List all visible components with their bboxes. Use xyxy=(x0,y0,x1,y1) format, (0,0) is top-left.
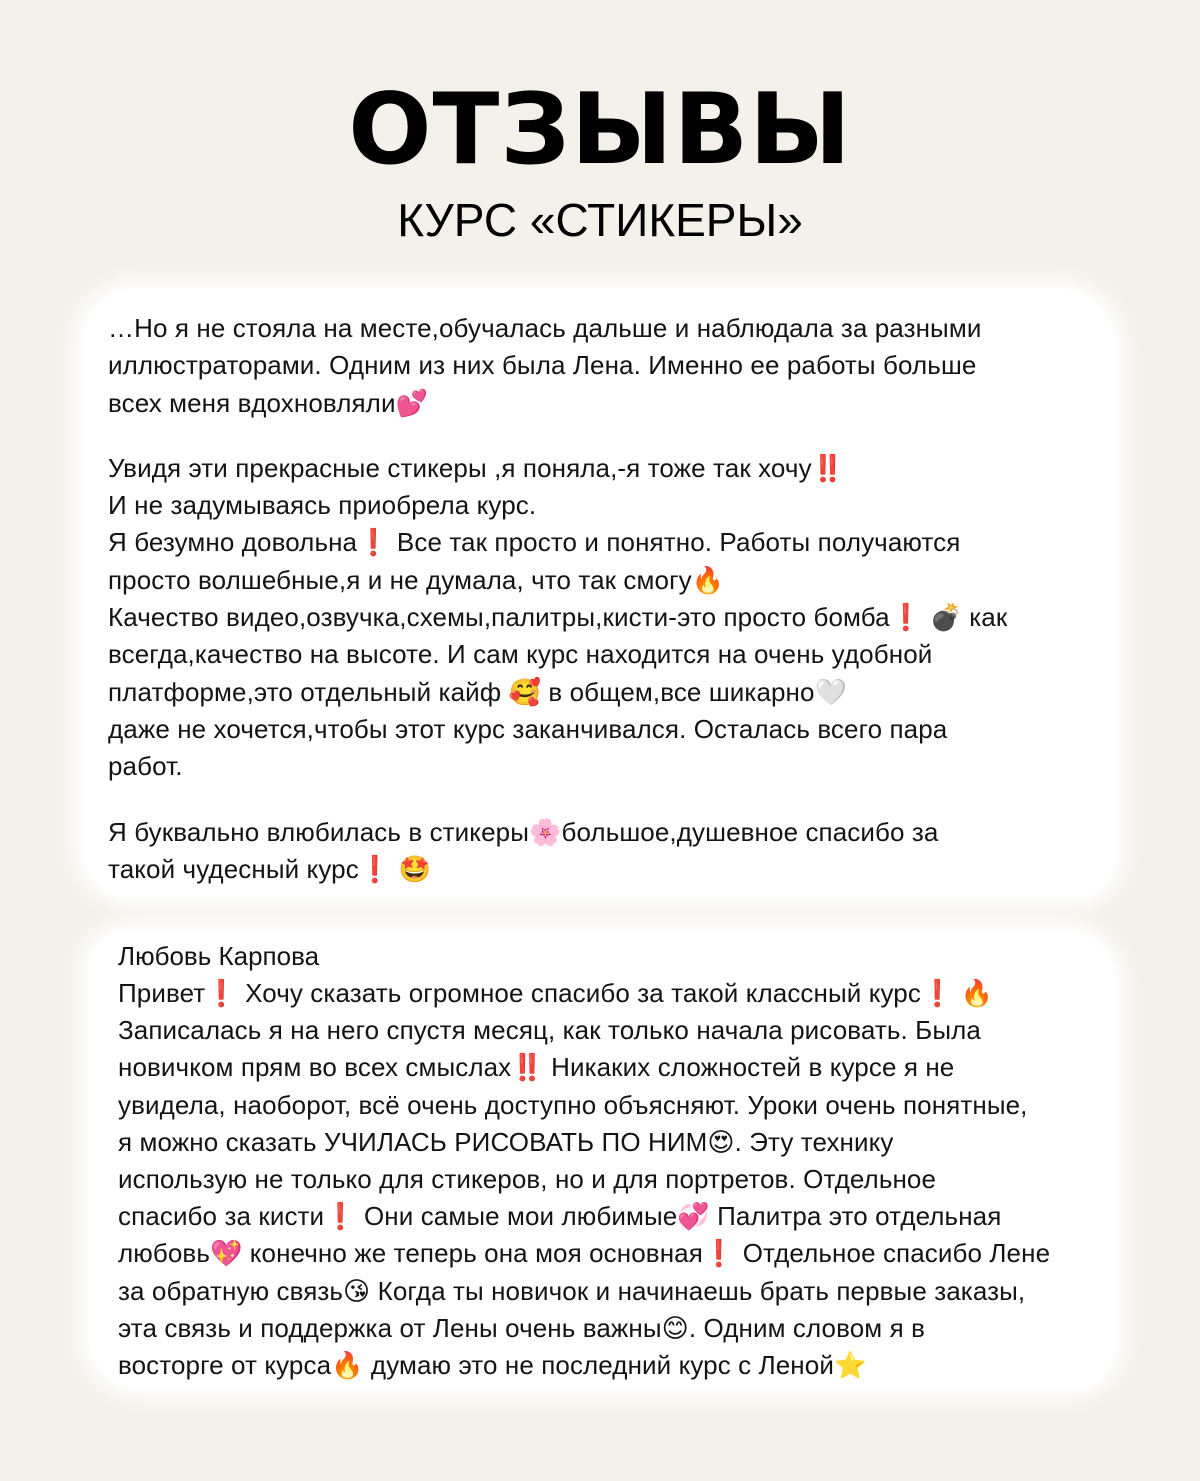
review-1-paragraph-1: …Но я не стояла на месте,обучалась дальше и наблюдала за разными иллюстраторами. Одним из них была Лена. Именно ее работы больше всех меня вдохновляли💕 xyxy=(108,313,982,418)
header xyxy=(0,70,1200,250)
paragraph-gap xyxy=(108,786,1086,814)
paragraph-gap xyxy=(108,422,1086,450)
review-1-paragraph-2: Увидя эти прекрасные стикеры ,я поняла,-я тоже так хочу‼️ И не задумываясь приобрела курс. Я безумно довольна❗️ Все так просто и понятно. Работы получаются просто волшебные,я и не думала, что так смогу🔥 Качество видео,озвучка,схемы,палитры,кисти-это просто бомба❗️ 💣 как всегда,качество на высоте. И сам курс находится на очень удобной платформе,это отдельный кайф 🥰 в общем,все шикарно🤍 даже не хочется,чтобы этот курс заканчивался. Осталась всего пара работ. xyxy=(108,452,1008,782)
review-2-text: Привет❗️ Хочу сказать огромное спасибо за такой классный курс❗️ 🔥 Записалась я на него спустя месяц, как только начала рисовать. Была новичком прям во всех смыслах‼️ Никаких сложностей в курсе я не увидела, наоборот, всё очень доступно объясняют. Уроки очень понятные, я можно сказать УЧИЛАСЬ РИСОВАТЬ ПО НИМ😍. Эту технику использую не только для стикеров, но и для портретов. Отдельное спасибо за кисти❗️ Они самые мои любимые💞 Палитра это отдельная любовь💖 конечно же теперь она моя основная❗️ Отдельное спасибо Лене за обратную связь😘 Когда ты новичок и начинаешь брать первые заказы, эта связь и поддержка от Лены очень важны😊. Одним словом я в восторге от курса🔥 думаю это не последний курс с Леной⭐️ xyxy=(118,978,1051,1381)
review-2-author: Любовь Карпова xyxy=(118,941,320,971)
review-card-1 xyxy=(82,288,1116,898)
page-title: ОТЗЫВЫ xyxy=(348,73,852,187)
page-subtitle: КУРС «СТИКЕРЫ» xyxy=(397,194,803,246)
review-card-2 xyxy=(88,930,1116,1390)
review-1-paragraph-3: Я буквально влюбилась в стикеры🌸большое,душевное спасибо за такой чудесный курс❗️ 🤩 xyxy=(108,816,939,884)
